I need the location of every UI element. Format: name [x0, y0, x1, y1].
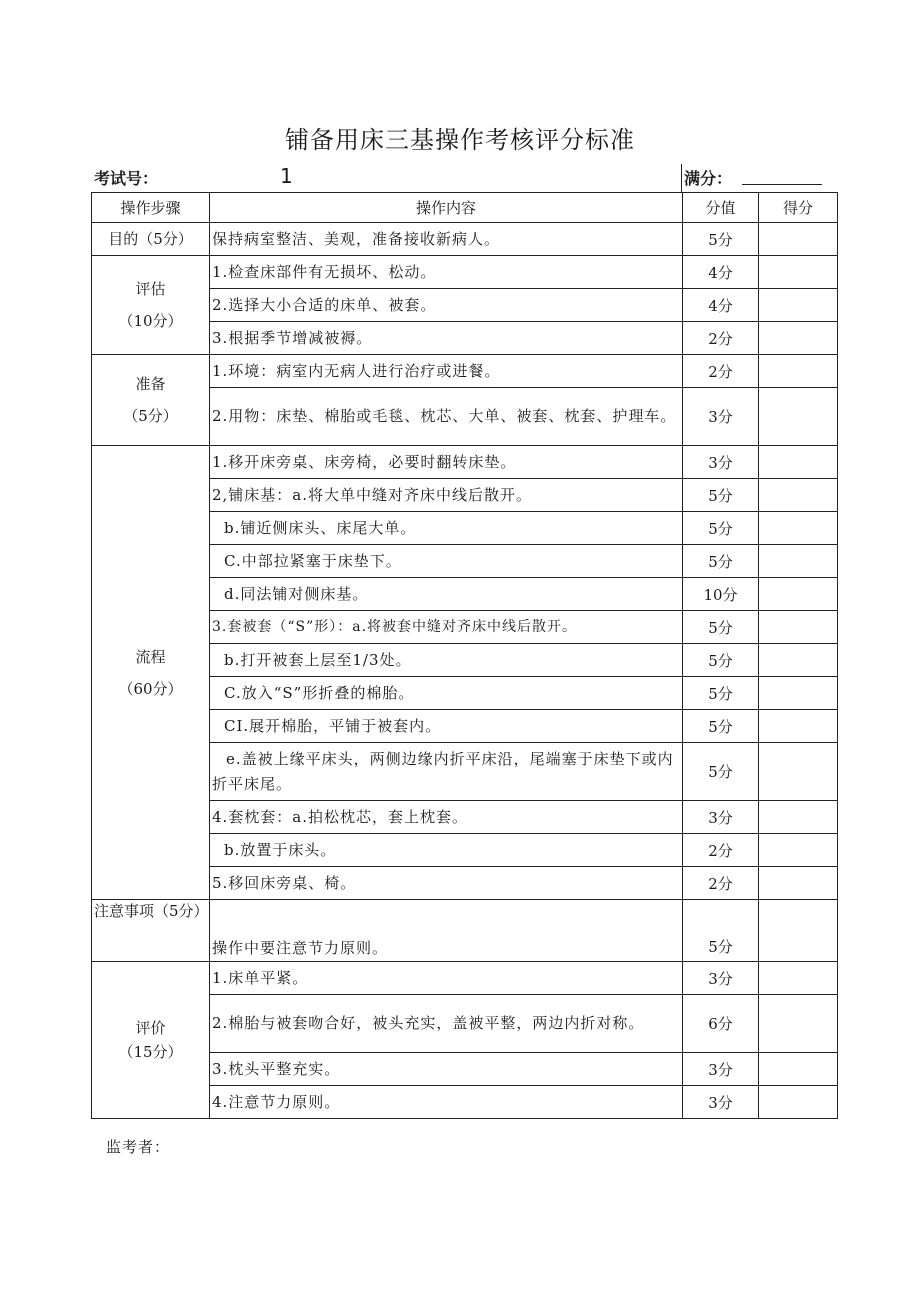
earned-score-cell[interactable] — [759, 1086, 838, 1119]
earned-score-cell[interactable] — [759, 545, 838, 578]
earned-score-cell[interactable] — [759, 388, 838, 446]
score-cell: 5分 — [683, 710, 759, 743]
score-cell: 3分 — [683, 962, 759, 995]
earned-score-cell[interactable] — [759, 322, 838, 355]
step-cell-procedure — [92, 446, 210, 900]
step-name: 准备 — [135, 375, 166, 393]
content-cell: 保持病室整洁、美观，准备接收新病人。 — [210, 223, 683, 256]
score-cell: 3分 — [683, 1053, 759, 1086]
exam-number-label: 考试号： — [94, 169, 159, 188]
score-cell: 5分 — [683, 611, 759, 644]
step-cell-assessment — [92, 256, 210, 355]
content-cell: b.打开被套上层至1/3处。 — [210, 644, 683, 677]
step-name: 流程 — [135, 647, 166, 666]
exam-number-value: 1 — [280, 164, 293, 188]
score-cell: 2分 — [683, 867, 759, 900]
table-row — [92, 900, 838, 962]
score-cell: 5分 — [683, 677, 759, 710]
score-cell: 5分 — [683, 644, 759, 677]
score-cell: 3分 — [683, 801, 759, 834]
content-cell: 4.注意节力原则。 — [210, 1086, 683, 1119]
step-points: （15分） — [118, 1043, 183, 1061]
earned-score-cell[interactable] — [759, 867, 838, 900]
earned-score-cell[interactable] — [759, 611, 838, 644]
earned-score-cell[interactable] — [759, 644, 838, 677]
table-row — [92, 962, 838, 995]
table-row — [92, 223, 838, 256]
earned-score-cell[interactable] — [759, 900, 838, 962]
header-divider — [681, 164, 682, 192]
score-cell: 3分 — [683, 1086, 759, 1119]
step-points: （5分） — [123, 407, 178, 425]
content-cell: e.盖被上缘平床头，两侧边缘内折平床沿，尾端塞于床垫下或内折平床尾。 — [210, 743, 683, 801]
content-cell: 1.环境：病室内无病人进行治疗或进餐。 — [210, 355, 683, 388]
step-points: （10分） — [118, 312, 183, 330]
score-cell: 5分 — [683, 900, 759, 962]
content-cell: 1.检查床部件有无损坏、松动。 — [210, 256, 683, 289]
step-points: （60分） — [118, 679, 183, 698]
content-cell: 5.移回床旁桌、椅。 — [210, 867, 683, 900]
score-cell: 10分 — [683, 578, 759, 611]
score-cell: 2分 — [683, 322, 759, 355]
earned-score-cell[interactable] — [759, 446, 838, 479]
score-cell: 5分 — [683, 545, 759, 578]
score-cell: 2分 — [683, 834, 759, 867]
column-header-score: 分值 — [683, 193, 759, 223]
content-cell: 3.套被套（“S”形）：a.将被套中缝对齐床中线后散开。 — [210, 611, 683, 644]
earned-score-cell[interactable] — [759, 289, 838, 322]
score-cell: 3分 — [683, 388, 759, 446]
score-cell: 5分 — [683, 743, 759, 801]
score-cell: 6分 — [683, 995, 759, 1053]
earned-score-cell[interactable] — [759, 801, 838, 834]
content-cell: 1.移开床旁桌、床旁椅，必要时翻转床垫。 — [210, 446, 683, 479]
content-cell: 4.套枕套：a.拍松枕芯，套上枕套。 — [210, 801, 683, 834]
earned-score-cell[interactable] — [759, 512, 838, 545]
score-cell: 5分 — [683, 479, 759, 512]
grading-table — [91, 192, 838, 1119]
content-cell: 操作中要注意节力原则。 — [210, 900, 683, 962]
page-title: 铺备用床三基操作考核评分标准 — [285, 126, 635, 154]
table-row — [92, 355, 838, 388]
content-cell: 1.床单平紧。 — [210, 962, 683, 995]
table-row — [92, 256, 838, 289]
earned-score-cell[interactable] — [759, 962, 838, 995]
earned-score-cell[interactable] — [759, 479, 838, 512]
earned-score-cell[interactable] — [759, 223, 838, 256]
content-cell: 3.枕头平整充实。 — [210, 1053, 683, 1086]
full-score-blank[interactable] — [742, 184, 822, 185]
score-cell: 4分 — [683, 289, 759, 322]
content-cell: 2.棉胎与被套吻合好，被头充实，盖被平整，两边内折对称。 — [210, 995, 683, 1053]
earned-score-cell[interactable] — [759, 834, 838, 867]
score-cell: 2分 — [683, 355, 759, 388]
step-name: 评估 — [135, 280, 166, 298]
step-cell-preparation — [92, 355, 210, 446]
earned-score-cell[interactable] — [759, 578, 838, 611]
column-header-earned: 得分 — [759, 193, 838, 223]
content-cell: CI.展开棉胎，平铺于被套内。 — [210, 710, 683, 743]
content-cell: C.中部拉紧塞于床垫下。 — [210, 545, 683, 578]
score-cell: 3分 — [683, 446, 759, 479]
content-cell: 2.选择大小合适的床单、被套。 — [210, 289, 683, 322]
content-cell: b.铺近侧床头、床尾大单。 — [210, 512, 683, 545]
score-cell: 4分 — [683, 256, 759, 289]
earned-score-cell[interactable] — [759, 995, 838, 1053]
step-cell-purpose: 目的（5分） — [92, 223, 210, 256]
table-header-row — [92, 193, 838, 223]
content-cell: 2.用物：床垫、棉胎或毛毯、枕芯、大单、被套、枕套、护理车。 — [210, 388, 683, 446]
earned-score-cell[interactable] — [759, 677, 838, 710]
earned-score-cell[interactable] — [759, 1053, 838, 1086]
earned-score-cell[interactable] — [759, 743, 838, 801]
table-row — [92, 446, 838, 479]
content-cell: 2,铺床基：a.将大单中缝对齐床中线后散开。 — [210, 479, 683, 512]
content-cell: b.放置于床头。 — [210, 834, 683, 867]
score-cell: 5分 — [683, 223, 759, 256]
step-name: 评价 — [135, 1019, 166, 1037]
step-cell-notes: 注意事项（5分） — [92, 900, 210, 962]
full-score-label: 满分： — [684, 169, 733, 188]
content-cell: C.放入“S”形折叠的棉胎。 — [210, 677, 683, 710]
column-header-content: 操作内容 — [210, 193, 683, 223]
proctor-label: 监考者： — [106, 1138, 171, 1156]
score-cell: 5分 — [683, 512, 759, 545]
column-header-step: 操作步骤 — [92, 193, 210, 223]
content-cell: 3.根据季节增减被褥。 — [210, 322, 683, 355]
step-cell-evaluation — [92, 962, 210, 1119]
earned-score-cell[interactable] — [759, 256, 838, 289]
earned-score-cell[interactable] — [759, 355, 838, 388]
earned-score-cell[interactable] — [759, 710, 838, 743]
content-cell: d.同法铺对侧床基。 — [210, 578, 683, 611]
